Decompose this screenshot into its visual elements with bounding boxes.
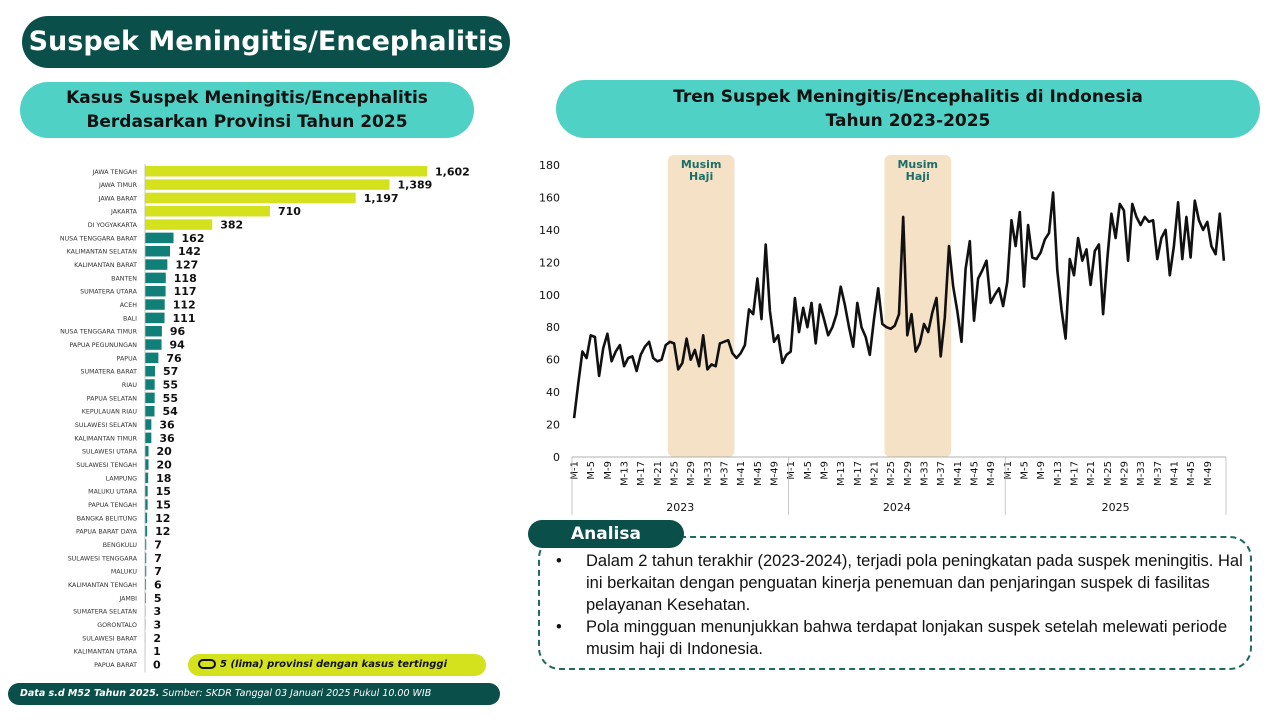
x-tick-label: M-21 bbox=[1086, 461, 1098, 486]
x-tick-label: M-1 bbox=[569, 461, 581, 480]
category-label: LAMPUNG bbox=[105, 475, 137, 483]
x-tick-label: M-21 bbox=[652, 461, 664, 486]
x-tick-label: M-45 bbox=[1186, 461, 1198, 486]
value-label: 3 bbox=[153, 605, 162, 619]
category-label: SUMATERA SELATAN bbox=[73, 608, 137, 616]
analysis-point bbox=[556, 616, 1246, 660]
category-label: NUSA TENGGARA BARAT bbox=[59, 235, 137, 243]
hajj-label-line-2: Haji bbox=[689, 170, 714, 183]
analysis-title: Analisa bbox=[528, 520, 684, 548]
category-label: MALUKU bbox=[110, 568, 137, 576]
source-footer bbox=[8, 683, 500, 705]
category-label: PAPUA bbox=[116, 355, 137, 363]
value-label: 1,602 bbox=[435, 165, 470, 179]
line-chart-heading-line-2: Tahun 2023-2025 bbox=[825, 111, 991, 131]
value-label: 12 bbox=[155, 525, 171, 539]
x-tick-label: M-33 bbox=[702, 461, 714, 486]
bar bbox=[145, 313, 165, 324]
category-label: BANGKA BELITUNG bbox=[76, 515, 137, 523]
bar bbox=[145, 379, 155, 390]
value-label: 118 bbox=[173, 271, 197, 285]
x-tick-label: M-37 bbox=[936, 461, 948, 486]
page-title: Suspek Meningitis/Encephalitis bbox=[22, 16, 510, 68]
category-label: JAKARTA bbox=[111, 208, 137, 216]
bar bbox=[145, 353, 158, 364]
bar bbox=[145, 366, 155, 377]
y-tick-label: 140 bbox=[539, 223, 560, 237]
value-label: 15 bbox=[155, 498, 171, 512]
y-tick-label: 180 bbox=[539, 159, 560, 172]
x-tick-label: M-1 bbox=[786, 461, 798, 480]
x-tick-label: M-29 bbox=[686, 461, 698, 486]
bar-chart-heading bbox=[20, 82, 474, 138]
bar bbox=[145, 246, 170, 257]
weekly-trend-chart bbox=[520, 145, 1260, 525]
x-tick-label: M-49 bbox=[769, 461, 781, 486]
category-label: PAPUA PEGUNUNGAN bbox=[69, 342, 137, 350]
category-label: KALIMANTAN UTARA bbox=[73, 648, 137, 656]
x-tick-label: M-13 bbox=[619, 461, 631, 486]
category-label: KALIMANTAN SELATAN bbox=[66, 248, 137, 256]
hajj-band bbox=[668, 155, 735, 457]
x-tick-label: M-37 bbox=[1152, 461, 1164, 486]
value-label: 1,389 bbox=[397, 178, 433, 192]
x-tick-label: M-5 bbox=[1019, 461, 1031, 480]
analysis-point-text: Dalam 2 tahun terakhir (2023-2024), terjadi pola peningkatan pada suspek meningitis. Hal ini berkaitan dengan penguatan kinerja penemuan dan penjaringan suspek di fasilitas pelayanan Kesehatan. bbox=[586, 552, 1243, 614]
hajj-band bbox=[884, 155, 951, 457]
category-label: ACEH bbox=[119, 302, 137, 310]
x-tick-label: M-17 bbox=[1069, 461, 1081, 486]
category-label: PAPUA BARAT bbox=[94, 661, 137, 669]
value-label: 57 bbox=[163, 365, 179, 379]
bar bbox=[145, 339, 162, 350]
bar bbox=[145, 219, 212, 230]
x-tick-label: M-5 bbox=[586, 461, 598, 480]
bar bbox=[145, 179, 390, 190]
x-tick-label: M-37 bbox=[719, 461, 731, 486]
value-label: 142 bbox=[177, 245, 201, 259]
value-label: 96 bbox=[169, 325, 186, 339]
hajj-label-line-1: Musim bbox=[680, 158, 722, 171]
x-tick-label: M-29 bbox=[1119, 461, 1131, 486]
value-label: 1,197 bbox=[363, 191, 399, 205]
value-label: 76 bbox=[166, 351, 182, 365]
category-label: PAPUA SELATAN bbox=[86, 395, 137, 403]
y-tick-label: 160 bbox=[539, 191, 560, 205]
bar-chart-heading-line-1: Kasus Suspek Meningitis/Encephalitis bbox=[66, 88, 428, 108]
category-label: SULAWESI SELATAN bbox=[74, 422, 137, 430]
top5-legend bbox=[188, 654, 486, 676]
y-tick-label: 80 bbox=[546, 321, 560, 335]
category-label: GORONTALO bbox=[97, 621, 137, 629]
value-label: 111 bbox=[172, 311, 196, 325]
y-tick-label: 120 bbox=[539, 256, 560, 270]
value-label: 55 bbox=[162, 391, 178, 405]
value-label: 162 bbox=[181, 231, 205, 245]
category-label: JAWA BARAT bbox=[98, 195, 137, 203]
category-label: BENGKULU bbox=[102, 541, 137, 549]
category-label: SULAWESI TENGGARA bbox=[67, 555, 137, 563]
x-tick-label: M-49 bbox=[986, 461, 998, 486]
bar bbox=[145, 406, 155, 417]
bar bbox=[145, 259, 167, 270]
value-label: 7 bbox=[154, 565, 162, 579]
x-tick-label: M-17 bbox=[636, 461, 648, 486]
category-label: RIAU bbox=[121, 382, 137, 390]
line-chart-heading bbox=[556, 80, 1260, 138]
x-tick-label: M-29 bbox=[902, 461, 914, 486]
bar bbox=[145, 473, 148, 484]
bar bbox=[145, 419, 151, 430]
value-label: 7 bbox=[154, 551, 162, 565]
bar bbox=[145, 459, 149, 470]
value-label: 710 bbox=[277, 205, 301, 219]
bar bbox=[145, 446, 149, 457]
x-tick-label: M-17 bbox=[852, 461, 864, 486]
value-label: 18 bbox=[156, 471, 172, 485]
value-label: 20 bbox=[156, 445, 172, 459]
value-label: 12 bbox=[155, 511, 171, 525]
category-label: PAPUA BARAT DAYA bbox=[75, 528, 137, 536]
category-label: SULAWESI UTARA bbox=[82, 448, 137, 456]
bar bbox=[145, 286, 166, 297]
x-tick-label: M-5 bbox=[802, 461, 814, 480]
category-label: KALIMANTAN TIMUR bbox=[74, 435, 137, 443]
x-tick-label: M-25 bbox=[886, 461, 898, 486]
y-tick-label: 20 bbox=[546, 418, 560, 432]
value-label: 7 bbox=[154, 538, 162, 552]
x-tick-label: M-33 bbox=[919, 461, 931, 486]
category-label: PAPUA TENGAH bbox=[88, 502, 137, 509]
category-label: JAWA TIMUR bbox=[98, 182, 137, 190]
value-label: 1 bbox=[153, 645, 161, 659]
category-label: JAMBI bbox=[119, 595, 137, 603]
x-tick-label: M-41 bbox=[1169, 461, 1181, 486]
value-label: 6 bbox=[154, 578, 162, 592]
x-tick-label: M-21 bbox=[869, 461, 881, 486]
category-label: KALIMANTAN TENGAH bbox=[68, 581, 137, 589]
y-tick-label: 60 bbox=[546, 353, 560, 367]
bar bbox=[145, 166, 427, 177]
category-label: BANTEN bbox=[111, 275, 137, 283]
value-label: 55 bbox=[162, 378, 178, 392]
value-label: 36 bbox=[159, 418, 175, 432]
footer-source: Sumber: SKDR Tanggal 03 Januari 2025 Pukul 10.00 WIB bbox=[159, 688, 432, 699]
value-label: 94 bbox=[169, 338, 185, 352]
year-label: 2024 bbox=[882, 501, 911, 514]
x-tick-label: M-13 bbox=[836, 461, 848, 486]
category-label: DI YOGYAKARTA bbox=[87, 222, 137, 230]
category-label: SULAWESI TENGAH bbox=[76, 462, 137, 470]
analysis-point-text: Pola mingguan menunjukkan bahwa terdapat lonjakan suspek setelah melewati periode musim haji di Indonesia. bbox=[586, 618, 1228, 658]
x-tick-label: M-41 bbox=[736, 461, 748, 486]
bar bbox=[145, 299, 165, 310]
bullet-icon: • bbox=[556, 618, 562, 636]
y-tick-label: 0 bbox=[553, 451, 560, 464]
bar-chart-heading-line-2: Berdasarkan Provinsi Tahun 2025 bbox=[86, 112, 408, 132]
value-label: 54 bbox=[162, 405, 178, 419]
value-label: 3 bbox=[153, 618, 162, 632]
x-tick-label: M-9 bbox=[819, 461, 831, 480]
value-label: 117 bbox=[173, 285, 197, 299]
x-tick-label: M-9 bbox=[602, 461, 614, 480]
x-tick-label: M-25 bbox=[1102, 461, 1114, 486]
bar bbox=[145, 433, 151, 444]
province-bar-chart bbox=[0, 160, 510, 680]
year-label: 2023 bbox=[666, 501, 695, 514]
bar bbox=[145, 206, 270, 217]
category-label: MALUKU UTARA bbox=[88, 488, 137, 496]
y-tick-label: 100 bbox=[539, 288, 560, 302]
value-label: 127 bbox=[175, 258, 199, 272]
x-tick-label: M-1 bbox=[1002, 461, 1014, 480]
value-label: 112 bbox=[172, 298, 196, 312]
hajj-label-line-2: Haji bbox=[905, 170, 930, 183]
x-tick-label: M-25 bbox=[669, 461, 681, 486]
category-label: SULAWESI BARAT bbox=[82, 635, 137, 643]
value-label: 0 bbox=[153, 658, 161, 672]
value-label: 2 bbox=[153, 631, 162, 645]
x-tick-label: M-45 bbox=[969, 461, 981, 486]
analysis-point bbox=[556, 550, 1246, 616]
category-label: NUSA TENGGARA TIMUR bbox=[60, 328, 137, 336]
category-label: SUMATERA BARAT bbox=[80, 368, 137, 376]
bar bbox=[145, 193, 356, 204]
value-label: 15 bbox=[155, 485, 171, 499]
bar bbox=[145, 273, 166, 284]
x-tick-label: M-33 bbox=[1136, 461, 1148, 486]
bar bbox=[145, 233, 174, 244]
line-chart-heading-line-1: Tren Suspek Meningitis/Encephalitis di Indonesia bbox=[673, 87, 1143, 107]
bullet-icon: • bbox=[556, 552, 562, 570]
hajj-label-line-1: Musim bbox=[897, 158, 939, 171]
y-tick-label: 40 bbox=[546, 386, 560, 400]
category-label: BALI bbox=[123, 315, 137, 323]
x-tick-label: M-41 bbox=[952, 461, 964, 486]
category-label: JAWA TENGAH bbox=[92, 168, 137, 176]
legend-label: 5 (lima) provinsi dengan kasus tertinggi bbox=[220, 659, 448, 670]
category-label: KALIMANTAN BARAT bbox=[74, 262, 137, 270]
year-label: 2025 bbox=[1101, 501, 1130, 514]
x-tick-label: M-9 bbox=[1036, 461, 1048, 480]
legend-outline-icon bbox=[198, 659, 216, 669]
category-label: KEPULAUAN RIAU bbox=[81, 408, 137, 416]
value-label: 5 bbox=[153, 591, 162, 605]
bar bbox=[145, 393, 155, 404]
x-tick-label: M-45 bbox=[752, 461, 764, 486]
x-tick-label: M-13 bbox=[1052, 461, 1064, 486]
analysis-list bbox=[556, 550, 1246, 660]
x-tick-label: M-49 bbox=[1202, 461, 1214, 486]
value-label: 382 bbox=[220, 218, 244, 232]
value-label: 36 bbox=[159, 431, 175, 445]
bar bbox=[145, 326, 162, 337]
footer-data-note: Data s.d M52 Tahun 2025. bbox=[20, 688, 160, 699]
category-label: SUMATERA UTARA bbox=[80, 288, 137, 296]
value-label: 20 bbox=[156, 458, 172, 472]
